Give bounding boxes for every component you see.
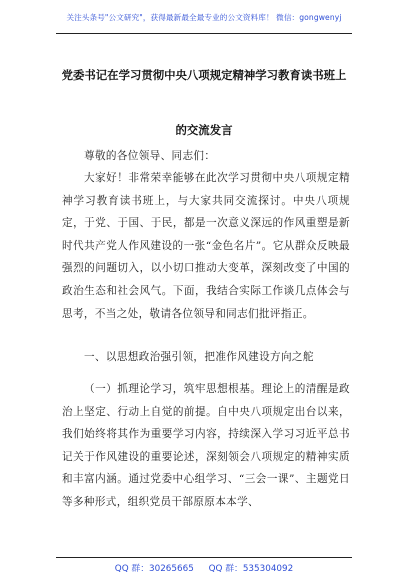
document-title-line-2: 的交流发言 [175, 123, 233, 137]
footer-divider [56, 557, 352, 558]
opening-paragraph: 大家好！非常荣幸能够在此次学习贯彻中央八项规定精神学习教育读书班上，与大家共同交流探讨。中央八项规定，于党、于国、于民，都是一次意义深远的作风重塑是新时代共产党人作风建设的一张“金色名片”。它从群众反映最强烈的问题切入，以小切口推动大变革，深刻改变了中国的政治生态和社会风气。下面，我结合实际工作谈几点体会与思考，不当之处，敬请各位领导和同志们批评指正。 [62, 172, 350, 320]
qq-group-2: QQ 群：535304092 [208, 564, 294, 574]
header-notice: 关注头条号"公文研究"，获得最新最全最专业的公文资料库！ 微信：gongwenyj [66, 13, 342, 22]
document-title-line-1: 党委书记在学习贯彻中央八项规定精神学习教育读书班上 [61, 68, 347, 82]
salutation: 尊敬的各位领导、同志们： [84, 150, 216, 162]
section-heading-1: 一、以思想政治强引领，把准作风建设方向之舵 [84, 351, 314, 363]
footer-contacts [0, 561, 408, 574]
header-divider [56, 33, 352, 34]
qq-group-1: QQ 群：30265665 [114, 564, 194, 574]
body-paragraph: （一）抓理论学习，筑牢思想根基。理论上的清醒是政治上坚定、行动上自觉的前提。自中央八项规定出台以来，我们始终将其作为重要学习内容，持续深入学习习近平总书记关于作风建设的重要论述，深刻领会八项规定的精神实质和丰富内涵。通过党委中心组学习、“三会一课”、主题党日等多种形式，组织党员干部原原本本学、 [62, 383, 350, 508]
